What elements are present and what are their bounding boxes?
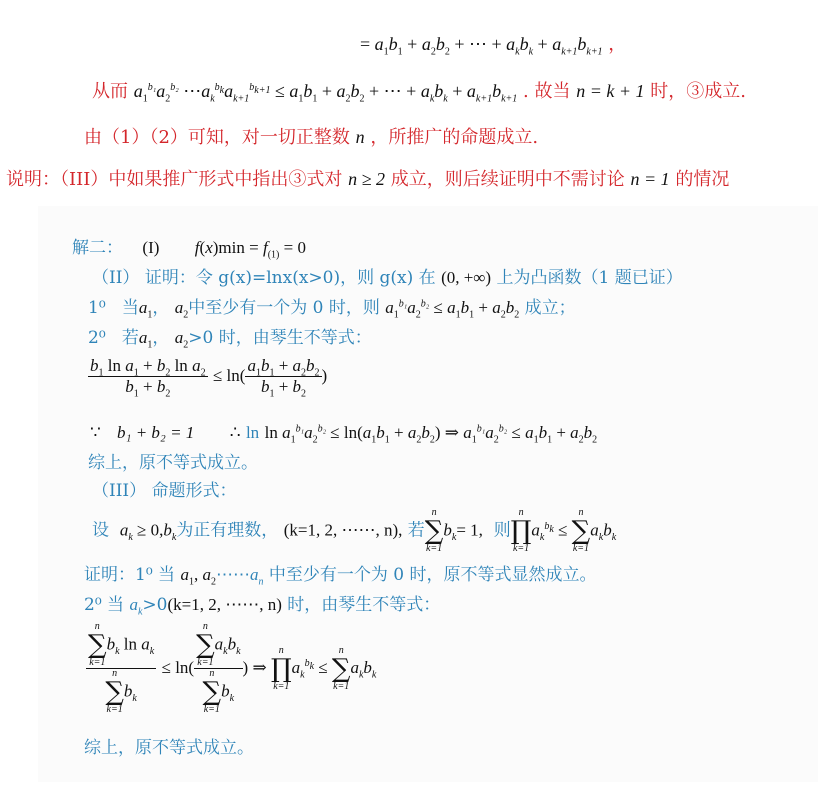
text: 为正有理数，: [176, 520, 279, 541]
comma: ，: [608, 34, 627, 55]
text: 成立；: [524, 298, 576, 318]
intro-suffix: 上为凸函数（1 题已证）: [496, 268, 683, 288]
text: 则: [493, 520, 511, 541]
text-suffix: 的情况: [675, 169, 730, 190]
k-range: (k=1, 2, ⋯⋯, n): [167, 595, 282, 614]
case-label: 2⁰: [88, 328, 106, 348]
induction-conclusion: [84, 126, 538, 149]
text: 2⁰ 当: [84, 595, 125, 615]
part3-proof-case1: [84, 564, 596, 586]
cond-n-eq-1: n = 1: [630, 169, 670, 189]
fraction-lhs: $\frac{b_1 \ln a_1 + b_2 \ln a_2}{b_1 + b_2}$: [90, 356, 206, 400]
ln-blue: ln: [245, 423, 260, 442]
text-prefix: 由（1）（2）可知，对一切正整数: [84, 127, 350, 148]
cond-n-ge-2: n ≥ 2: [348, 169, 385, 189]
fraction-lhs: n ∑ k=1 $b_k$ $\ln a_k$ n ∑ k=1 $b_k$: [88, 621, 155, 715]
jensen-two-term: [88, 356, 328, 400]
close-paren: ): [321, 366, 328, 385]
text: ，: [152, 298, 170, 318]
therefore-symbol: ∴: [229, 423, 241, 442]
text: 设: [92, 520, 109, 541]
eq-one: = 1,: [456, 520, 483, 540]
fraction-rhs: $\frac{a_1b_1 + a_2b_2}{b_1 + b_2}$: [247, 356, 320, 400]
le-ln: ≤ ln(: [212, 366, 246, 385]
note-line: [6, 168, 729, 191]
part3-setup: 设 $a_k \ge 0,b_k$为正有理数， (k=1, 2, ⋯⋯, n), 若 n ∑ k=1 $b_k= 1$, 则 n ∏ k=1 $a_k^{b_k}$ ≤ n ∑ k=1 $a_kb_k$: [92, 507, 617, 554]
equation-continuation: = $a_1b_1 + a_2b_2$ + ⋯ + $a_kb_k + a_{k+1}b_{k+1}$ ，: [360, 34, 627, 58]
part3-conclusion: 综上，原不等式成立。: [84, 738, 254, 758]
text: 中至少有一个为 0 时，则: [188, 298, 380, 318]
text: 若: [121, 328, 139, 348]
because-symbol: ∵: [90, 423, 101, 442]
text: 时，由琴生不等式：: [287, 595, 441, 615]
case-label: 1⁰: [88, 298, 106, 318]
part1-label: (I): [142, 238, 160, 257]
text-suffix: ，所推广的命题成立.: [370, 127, 539, 148]
var-n: n: [355, 127, 365, 147]
text-prefix: 从而: [92, 81, 128, 102]
interval: (0, +∞): [441, 268, 492, 287]
text: 当: [121, 298, 139, 318]
part2-case1: 1⁰ 当$a_1$， $a_2$中至少有一个为 0 时，则 $a_1^{b_1}a_2^{b_2} \le a_1b_1 + a_2b_2$ 成立；: [88, 298, 576, 321]
intro-prefix: （II） 证明：令 g(x)=lnx(x>0)，则 g(x) 在: [92, 268, 436, 288]
jensen-general: n ∑ k=1 $b_k$ $\ln a_k$ n ∑ k=1 $b_k$ ≤ ln( n ∑ k=1 $a_kb_k$ n ∑ k=1 $b_k$ ) ⇒ n ∏ k=1 $a_k^{b_k}$ ≤ n ∑ k=1 $a_kb_k$: [88, 621, 377, 715]
text-suffix: 时，③成立.: [650, 81, 746, 102]
text-mid: 成立，则后续证明中不需讨论: [390, 169, 625, 190]
since-therefore-line: [90, 422, 597, 444]
text-mid: . 故当: [523, 81, 571, 102]
text: ，: [152, 328, 170, 348]
part2-intro: [92, 267, 683, 289]
text: >0 时，由琴生不等式：: [188, 328, 372, 348]
product-inequality: $a_1^{b_1}a_2^{b_2}$ $\cdots a_k^{b_k}a_{k+1}^{b_{k+1}} \le a_1b_1 + a_2b_2$ + ⋯ + $a_kb_k + a_{k+1}b_{k+1}$: [133, 81, 518, 105]
inequality: $a_1^{b_1}a_2^{b_2} \le a_1b_1 + a_2b_2$: [385, 298, 520, 321]
conclusion-line-induction: [92, 80, 746, 103]
fraction-rhs: n ∑ k=1 $a_kb_k$ n ∑ k=1 $b_k$: [196, 621, 241, 715]
solution2-heading-line: [72, 237, 306, 259]
text-prefix: 说明：（III）中如果推广形式中指出③式对: [6, 169, 343, 190]
solution2-heading: 解二：: [72, 238, 123, 258]
text: 证明：1⁰ 当: [84, 565, 176, 585]
part3-heading: （III） 命题形式：: [92, 481, 237, 501]
part1-formula: $f(x)\min = f_{(1)} = 0$: [194, 238, 306, 261]
log-implication: $\ln a_1^{b_1}a_2^{b_2} \le \ln(a_1b_1 + a_2b_2)$ ⇒ $a_1^{b_1}a_2^{b_2} \le a_1b_1 + a_2b_2$: [264, 423, 598, 446]
k-range: (k=1, 2, ⋯⋯, n),: [283, 520, 403, 540]
part2-conclusion: 综上，原不等式成立。: [88, 453, 258, 473]
sum-b-eq-1: b₁ + b₂ = 1: [117, 423, 195, 442]
part3-proof-case2: [84, 594, 440, 616]
text: 中至少有一个为 0 时，原不等式显然成立。: [268, 565, 597, 585]
sequence: $a_1$, $a_2\cdots\cdots a_n$: [180, 565, 264, 588]
condition-n: n = k + 1: [576, 81, 645, 101]
cond-ak-positive: $a_k>0$: [129, 595, 168, 618]
text: 若: [407, 520, 425, 541]
part2-case2: 2⁰ 若$a_1$， $a_2>0$ 时，由琴生不等式：: [88, 328, 372, 351]
